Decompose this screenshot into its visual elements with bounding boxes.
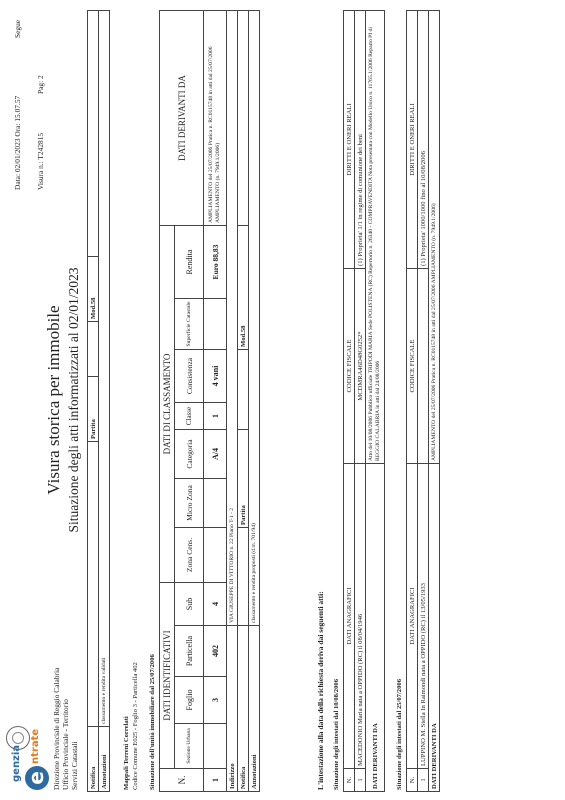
unit-annotazioni-value: classamento e rendita proposti (d.m. 701/94) bbox=[249, 11, 260, 626]
indirizzo-label: Indirizzo bbox=[227, 626, 238, 792]
annotazioni-value: classamento e rendita validati bbox=[99, 11, 110, 727]
row-sezione bbox=[204, 724, 227, 769]
table-row bbox=[418, 11, 429, 792]
republic-emblem-icon bbox=[6, 726, 30, 750]
col-zona-cens: Zona Cens. bbox=[175, 528, 204, 583]
row-micro bbox=[204, 479, 227, 528]
top-notes-table bbox=[87, 10, 110, 792]
row-zona bbox=[204, 528, 227, 583]
int2-diritti-header: DIRITTI E ONERI REALI bbox=[407, 11, 418, 269]
mappali-title: Mappali Terreni Correlati bbox=[123, 716, 130, 790]
col-sub: Sub bbox=[175, 583, 204, 626]
col-categoria: Categoria bbox=[175, 430, 204, 479]
indirizzo-value: VIA GIUSEPPE DI VITTORIO n. 22 Piano T-1 - 2 bbox=[227, 11, 238, 626]
table-header-row bbox=[407, 11, 418, 792]
page-number: Pag: 2 bbox=[36, 75, 45, 94]
int1-derivanti-value: Atto del 10/08/2006 Pubblico ufficiale TRIPODI MARIA Sede POLISTENA (RC) Repertorio n. 26340 - COMPRAVENDITA Nota presentata con Modello Unico n. 11765.1/2006 Reparto PI di REGGIO CALABRIA in atti dal 24/08/2006 bbox=[366, 11, 385, 464]
dati-derivanti-header: DATI DERIVANTI DA bbox=[160, 11, 204, 226]
int2-derivanti-value: AMPLIAMENTO del 25/07/2006 Pratica n. RC0115748 in atti dal 25/07/2006 AMPLIAMENTO (n. 7949.1/2006) bbox=[429, 11, 440, 464]
col-rendita: Rendita bbox=[175, 226, 204, 299]
int1-diritti-header: DIRITTI E ONERI REALI bbox=[344, 11, 355, 269]
table-row bbox=[88, 11, 99, 792]
row-sub: 4 bbox=[204, 583, 227, 626]
col-consistenza: Consistenza bbox=[175, 350, 204, 403]
office-line-3: Servizi Catastali bbox=[70, 741, 79, 790]
row-n: 1 bbox=[204, 769, 227, 792]
segue-label: Segue bbox=[13, 19, 22, 38]
col-micro-zona: Micro Zona bbox=[175, 479, 204, 528]
dati-identificativi-header: DATI IDENTIFICATIVI bbox=[160, 583, 175, 769]
logo-word-2: ntrate bbox=[30, 728, 41, 764]
int2-diritti: (1) Proprieta' 1000/1000 fino al 10/08/2006 bbox=[418, 11, 429, 269]
int1-cf-header: CODICE FISCALE bbox=[344, 269, 355, 464]
col-foglio: Foglio bbox=[175, 677, 204, 724]
dati-classamento-header: DATI DI CLASSAMENTO bbox=[160, 226, 175, 583]
table-row bbox=[249, 11, 260, 792]
int2-n-header: N. bbox=[407, 769, 418, 792]
int2-cf-header: CODICE FISCALE bbox=[407, 269, 418, 464]
intestati-2-table bbox=[406, 10, 440, 792]
int1-anagrafici: MACEDONIO Maria nata a OPPIDO (RC) il 08/04/1946 bbox=[355, 464, 366, 769]
office-line-1: Direzione Provinciale di Reggio Calabria bbox=[52, 667, 61, 790]
col-n-header: N. bbox=[160, 769, 204, 792]
int1-n: 1 bbox=[355, 769, 366, 792]
int2-derivanti-label: DATI DERIVANTI DA bbox=[429, 464, 440, 792]
logo-word-1: genzia bbox=[11, 744, 22, 782]
annotazioni-label: Annotazioni bbox=[99, 727, 110, 792]
row-superficie bbox=[204, 299, 227, 350]
int1-anagrafici-header: DATI ANAGRAFICI bbox=[344, 464, 355, 769]
page-title: Visura storica per immobile bbox=[44, 305, 63, 495]
intestati-2-heading: Situazione degli intestati dal 25/07/2006 bbox=[396, 679, 403, 790]
int1-n-header: N. bbox=[344, 769, 355, 792]
col-particella: Particella bbox=[175, 626, 204, 677]
row-derivanti: AMPLIAMENTO del 25/07/2006 Pratica n. RC0115748 in atti dal 25/07/2006 AMPLIAMENTO (n. 7949.1/2006) bbox=[204, 11, 227, 226]
row-foglio: 3 bbox=[204, 677, 227, 724]
unit-section-heading: Situazione dell'unità immobiliare dal 25/07/2006 bbox=[149, 654, 156, 790]
col-superficie: Superficie Catastale bbox=[175, 299, 204, 350]
table-row bbox=[99, 11, 110, 792]
partita-label: Partita bbox=[88, 377, 99, 442]
unit-partita-label: Partita bbox=[238, 430, 249, 528]
table-row bbox=[355, 11, 366, 792]
row-classe: 1 bbox=[204, 403, 227, 430]
intestazione-note: L'intestazione alla data della richiesta deriva dai seguenti atti: bbox=[316, 591, 325, 790]
row-categoria: A/4 bbox=[204, 430, 227, 479]
int1-diritti: (1) Proprieta' 1/1 in regime di comunione dei beni bbox=[355, 11, 366, 269]
col-classe: Classe bbox=[175, 403, 204, 430]
table-row bbox=[227, 11, 238, 792]
notifica-label: Notifica bbox=[88, 727, 99, 792]
table-row bbox=[366, 11, 385, 792]
mappali-value: Codice Comune E025 - Foglio 3 - Particella 402 bbox=[132, 662, 139, 790]
int2-cf bbox=[418, 269, 429, 464]
int1-cf: MCDMRA46D48G0252* bbox=[355, 269, 366, 464]
int2-n: 1 bbox=[418, 769, 429, 792]
int1-derivanti-label: DATI DERIVANTI DA bbox=[366, 464, 385, 792]
intestati-1-heading: Situazione degli intestati dal 10/08/2006 bbox=[333, 679, 340, 790]
col-sezione: Sezione Urbana bbox=[175, 724, 204, 769]
unit-mod58-label: Mod.58 bbox=[238, 226, 249, 350]
int2-anagrafici-header: DATI ANAGRAFICI bbox=[407, 464, 418, 769]
table-row bbox=[238, 11, 249, 792]
int2-anagrafici: LUPPINO M. Stella In Raimondi nata a OPPIDO (RC) il 13/05/1933 bbox=[418, 464, 429, 769]
table-row bbox=[204, 11, 227, 792]
table-row bbox=[429, 11, 440, 792]
unit-annotazioni-label: Annotazioni bbox=[249, 626, 260, 792]
unit-table bbox=[159, 10, 260, 792]
visura-number: Visura n.: T242815 bbox=[36, 132, 45, 190]
office-line-2: Ufficio Provinciale - Territorio bbox=[61, 699, 70, 790]
page-subtitle: Situazione degli atti informatizzati al 02/01/2023 bbox=[66, 267, 81, 533]
unit-notifica-label: Notifica bbox=[238, 626, 249, 792]
table-header-row bbox=[344, 11, 355, 792]
agency-logo-icon: e bbox=[25, 766, 49, 790]
intestati-1-table bbox=[343, 10, 385, 792]
mod58-label: Mod.58 bbox=[88, 257, 99, 322]
row-consistenza: 4 vani bbox=[204, 350, 227, 403]
row-rendita: Euro 88,83 bbox=[204, 226, 227, 299]
row-particella: 402 bbox=[204, 626, 227, 677]
date-time: Data: 02/01/2023 Ora: 15.07.57 bbox=[13, 95, 22, 190]
table-header-row bbox=[160, 11, 175, 792]
